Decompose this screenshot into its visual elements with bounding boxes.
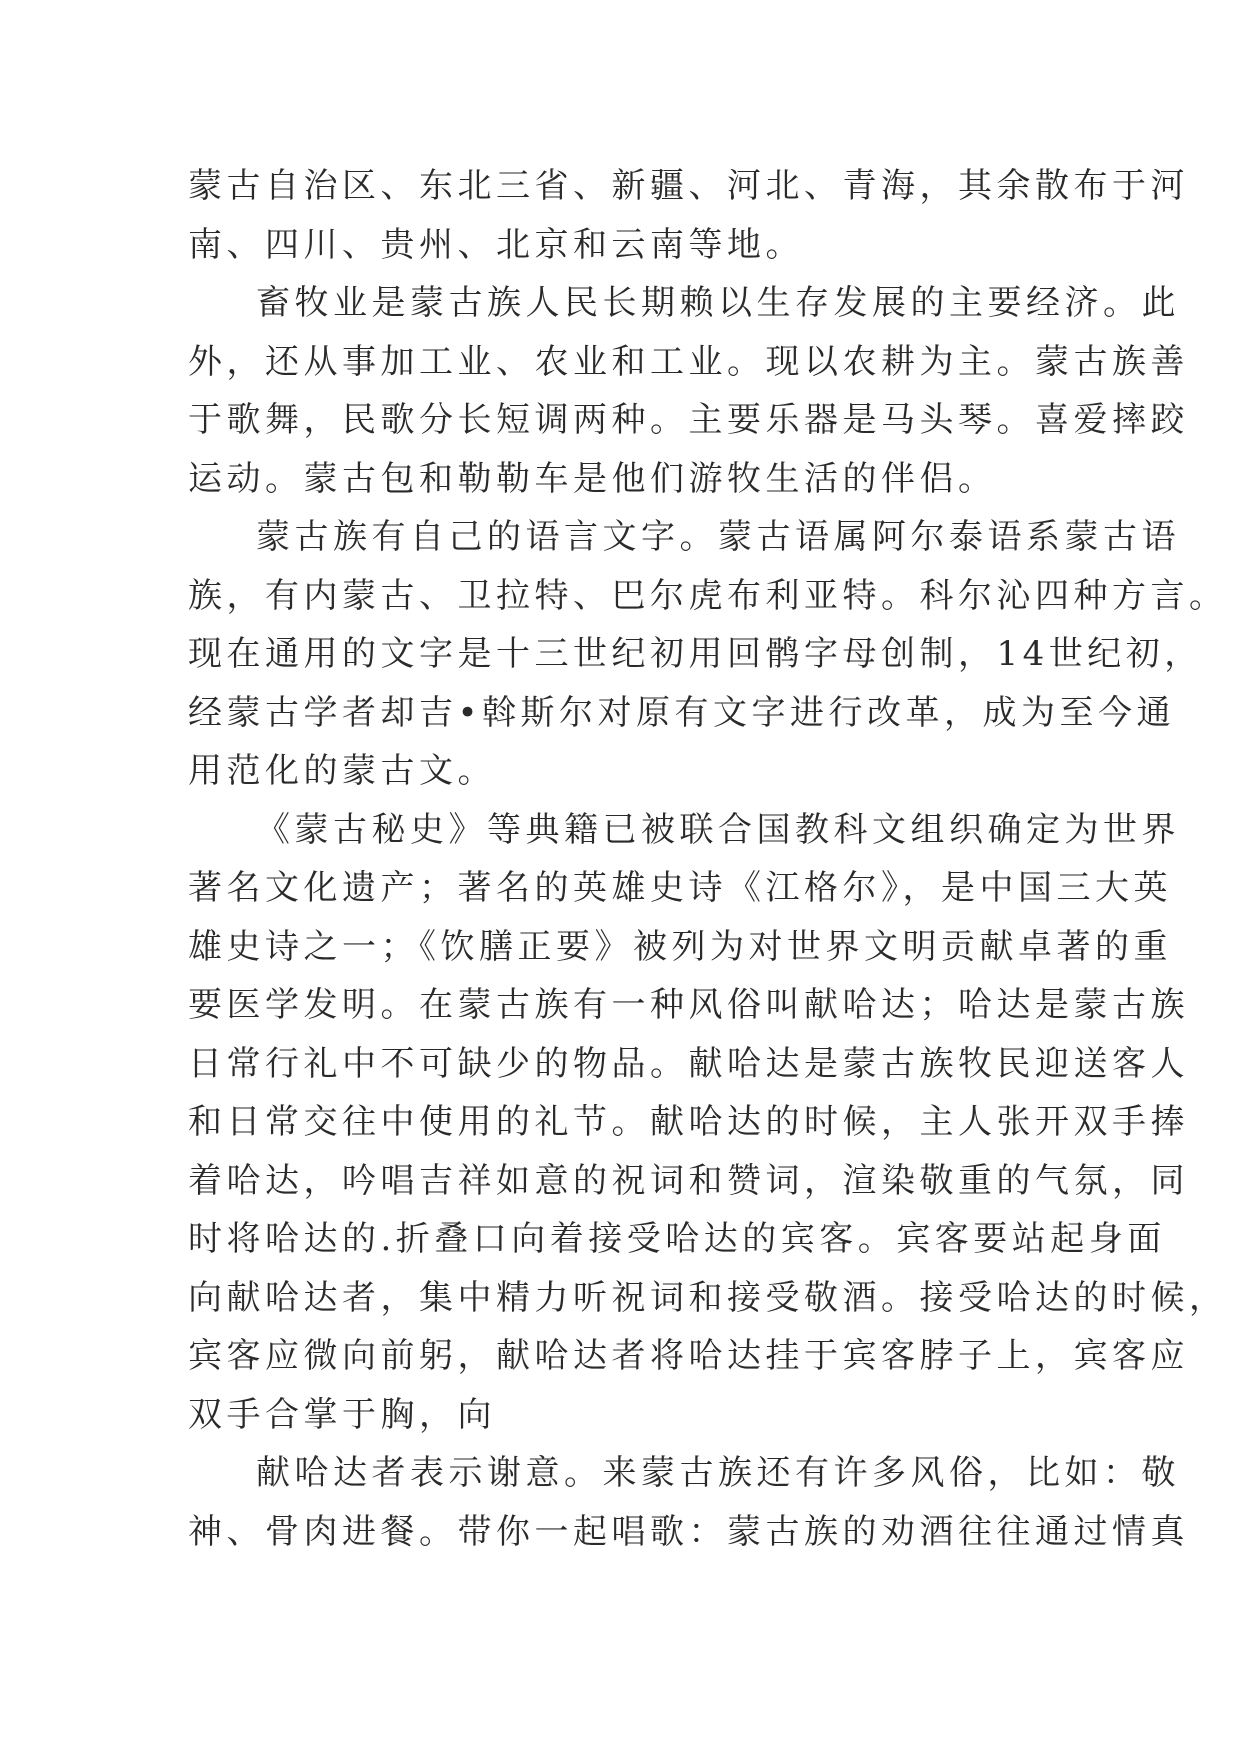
paragraph-first-line: 《蒙古秘史》等典籍已被联合国教科文组织确定为世界 [256,809,1180,850]
paragraph-first-line: 畜牧业是蒙古族人民长期赖以生存发展的主要经济。此 [256,283,1180,323]
text-line: 蒙古自治区、东北三省、新疆、河北、青海，其余散布于河 [188,166,1189,206]
paragraph-first-line: 蒙古族有自己的语言文字。蒙古语属阿尔泰语系蒙古语 [256,517,1180,557]
text-line: 南、四川、贵州、北京和云南等地。 [188,224,804,265]
text-line: 向献哈达者，集中精力听祝词和接受敬酒。接受哈达的时候， [188,1277,1228,1318]
text-line: 经蒙古学者却吉•斡斯尔对原有文字进行改革，成为至今通 [188,692,1176,733]
body-text [188,157,1228,1561]
text-line: 双手合掌于胸，向 [188,1394,496,1435]
text-line: 族，有内蒙古、卫拉特、巴尔虎布利亚特。科尔沁四种方言。 [188,575,1228,616]
text-line: 和日常交往中使用的礼节。献哈达的时候，主人张开双手捧 [188,1102,1189,1142]
text-line: 着哈达，吟唱吉祥如意的祝词和赞词，渲染敬重的气氛，同 [188,1160,1189,1201]
text-line: 雄史诗之一；《饮膳正要》被列为对世界文明贡献卓著的重 [188,926,1172,967]
paragraph-first-line: 献哈达者表示谢意。来蒙古族还有许多风俗，比如：敬 [256,1453,1180,1493]
text-line: 著名文化遗产；著名的英雄史诗《江格尔》，是中国三大英 [188,868,1172,908]
text-line: 现在通用的文字是十三世纪初用回鹘字母创制，14世纪初， [188,634,1203,674]
text-line: 要医学发明。在蒙古族有一种风俗叫献哈达；哈达是蒙古族 [188,985,1189,1025]
text-line: 外，还从事加工业、农业和工业。现以农耕为主。蒙古族善 [188,341,1189,382]
text-line: 神、骨肉进餐。带你一起唱歌：蒙古族的劝酒往往通过情真 [188,1511,1189,1552]
text-line: 运动。蒙古包和勒勒车是他们游牧生活的伴侣。 [188,458,997,499]
text-line: 宾客应微向前躬，献哈达者将哈达挂于宾客脖子上，宾客应 [188,1336,1189,1376]
text-line: 用范化的蒙古文。 [188,751,496,791]
text-line: 日常行礼中不可缺少的物品。献哈达是蒙古族牧民迎送客人 [188,1043,1189,1084]
text-line: 时将哈达的.折叠口向着接受哈达的宾客。宾客要站起身面 [188,1219,1166,1259]
text-line: 于歌舞，民歌分长短调两种。主要乐器是马头琴。喜爱摔跤 [188,400,1189,440]
